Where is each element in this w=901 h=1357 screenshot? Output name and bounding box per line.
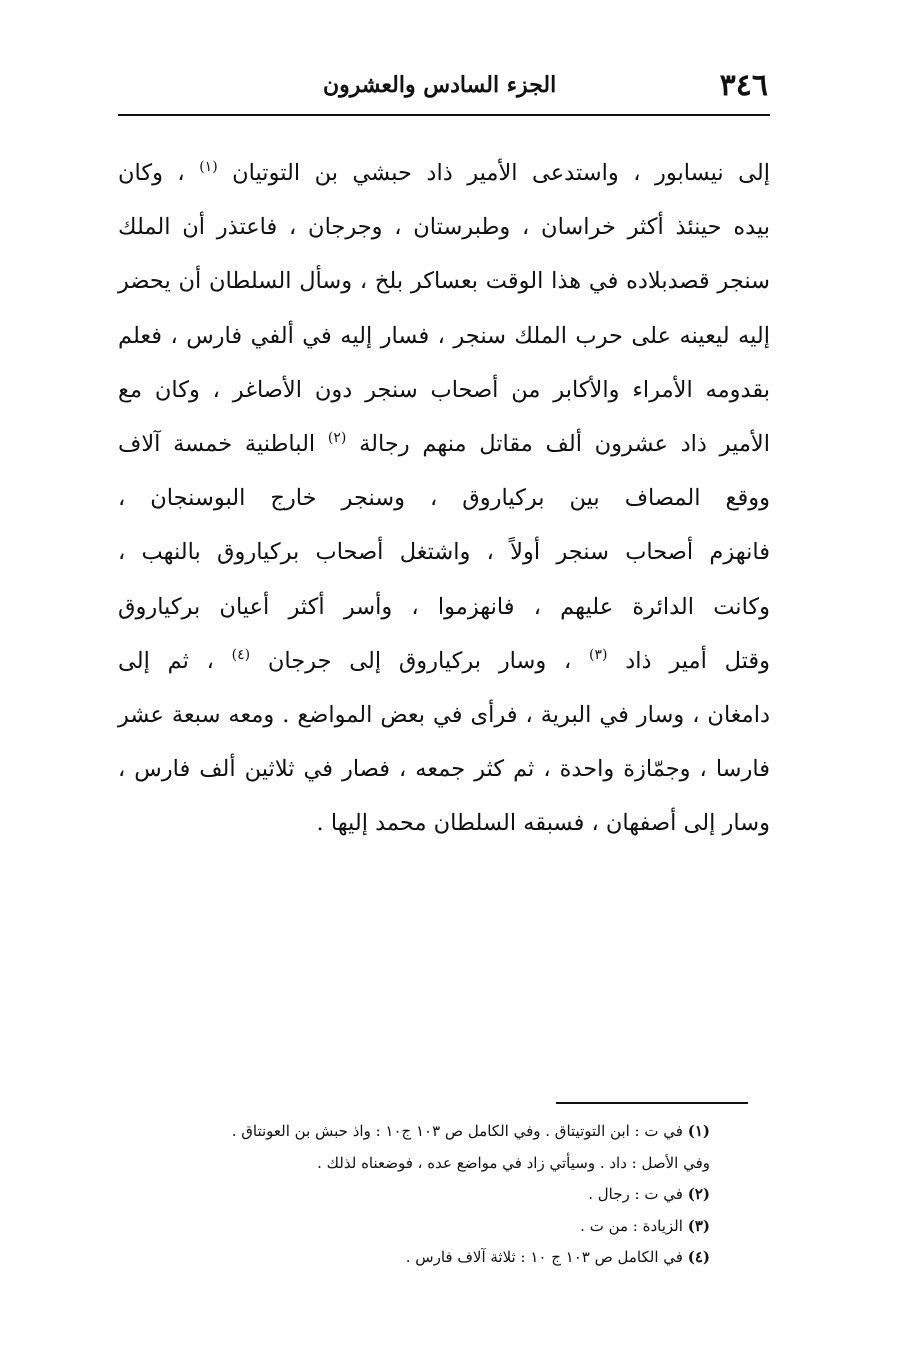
body-line: بيده حينئذ أكثر خراسان ، وطبرستان ، وجرجان ، فاعتذر أن الملك [118, 214, 770, 241]
body-line: الأمير ذاد عشرون ألف مقاتل منهم رجالة $^{(٢)}$ الباطنية خمسة آلاف [118, 429, 770, 457]
body-line: بقدومه الأمراء والأكابر من أصحاب سنجر دون الأصاغر ، وكان مع [118, 376, 770, 403]
running-title: الجزء السادس والعشرون [323, 72, 557, 98]
footnote: (٢) في ت : رجال . [588, 1185, 710, 1203]
page-number: ٣٤٦ [719, 68, 768, 103]
footnote-ref: (٤) [231, 646, 251, 663]
body-line: سنجر قصدبلاده في هذا الوقت بعساكر بلخ ، وسأل السلطان أن يحضر [118, 268, 770, 295]
body-line: فارسا ، وجمّازة واحدة ، ثم كثر جمعه ، فصار في ثلاثين ألف فارس ، [118, 756, 770, 783]
footnote-number: (٤) [687, 1248, 710, 1266]
footnote: وفي الأصل : داد . وسيأتي زاد في مواضع عده ، فوضعناه لذلك . [317, 1153, 710, 1172]
body-line: فانهزم أصحاب سنجر أولاً ، واشتغل أصحاب بركياروق بالنهب ، [118, 539, 770, 566]
header-rule [118, 114, 770, 116]
body-line: إلى نيسابور ، واستدعى الأمير ذاد حبشي بن التوتيان $^{(١)}$ ، وكان [118, 159, 771, 186]
body-line: وقتل أمير ذاد $^{(٣)}$ ، وسار بركياروق إلى جرجان $^{(٤)}$ ، ثم إلى [118, 646, 771, 674]
footnote-ref: (١) [199, 159, 218, 175]
footnote-number: (١) [687, 1122, 710, 1140]
page-header [118, 68, 768, 108]
footnote-rule [556, 1102, 748, 1104]
body-line: وكانت الدائرة عليهم ، فانهزموا ، وأسر أكثر أعيان بركياروق [118, 593, 770, 620]
footnote: (٣) الزيادة : من ت . [580, 1216, 710, 1235]
footnote: (١) في ت : ابن التوتيتاق . وفي الكامل ص ١٠٣ ج١٠ : واذ حبش بن العونتاق . [231, 1122, 710, 1140]
body-line: دامغان ، وسار في البرية ، فرأى في بعض المواضع . ومعه سبعة عشر [118, 701, 770, 728]
footnote-ref: (٣) [589, 646, 608, 663]
footnote-number: (٢) [687, 1185, 710, 1203]
body-line: ووقع المصاف بين بركياروق ، وسنجر خارج البوسنجان ، [118, 485, 770, 512]
footnote-number: (٣) [687, 1216, 710, 1235]
body-line: وسار إلى أصفهان ، فسبقه السلطان محمد إليها . [316, 810, 770, 837]
footnotes [110, 1116, 710, 1274]
body-text [118, 146, 770, 850]
footnote: (٤) في الكامل ص ١٠٣ ج ١٠ : ثلاثة آلاف فارس . [405, 1248, 710, 1266]
body-line: إليه ليعينه على حرب الملك سنجر ، فسار إليه في ألفي فارس ، فعلم [118, 322, 770, 349]
footnote-ref: (٢) [327, 429, 347, 446]
